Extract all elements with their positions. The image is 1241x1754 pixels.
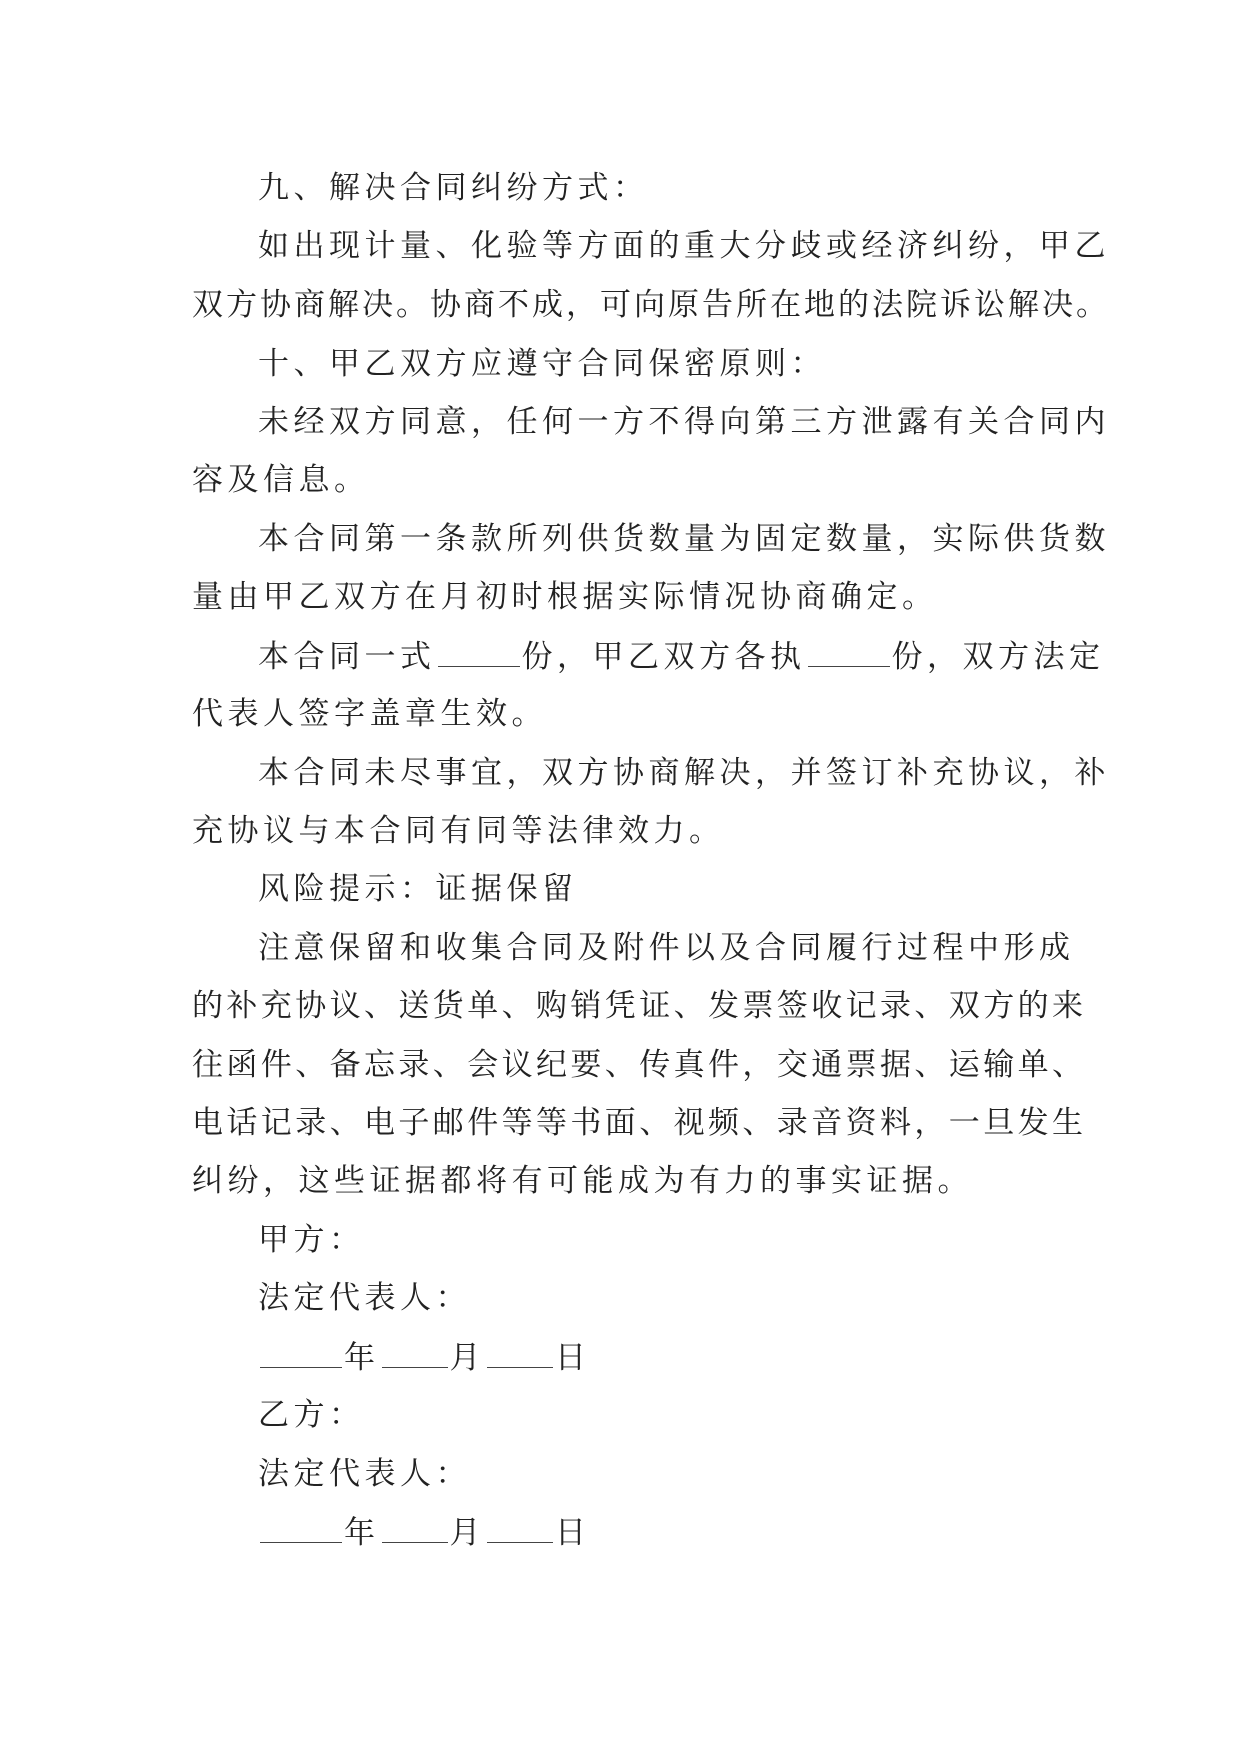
supply-clause-line1: 本合同第一条款所列供货数量为固定数量，实际供货数 [258, 521, 1110, 557]
party-a-rep-label: 法定代表人： [258, 1280, 471, 1316]
copies-clause-part1: 本合同一式 [258, 639, 436, 675]
copies-total-blank [438, 636, 520, 667]
party-a-year-label: 年 [344, 1340, 380, 1376]
section10-body-line2: 容及信息。 [192, 462, 370, 498]
copies-clause-line1 [258, 636, 1105, 677]
party-a-year-blank [260, 1337, 342, 1368]
risk-notice-heading: 风险提示：证据保留 [258, 871, 578, 907]
party-b-day-label: 日 [555, 1515, 591, 1551]
risk-notice-line1: 注意保留和收集合同及附件以及合同履行过程中形成 [258, 930, 1075, 966]
party-a-day-label: 日 [555, 1340, 591, 1376]
party-b-day-blank [487, 1512, 553, 1543]
copies-clause-line2: 代表人签字盖章生效。 [192, 696, 547, 732]
party-b-month-blank [382, 1512, 448, 1543]
risk-notice-line2: 的补充协议、送货单、购销凭证、发票签收记录、双方的来 [192, 988, 1087, 1024]
party-a-label: 甲方： [258, 1222, 365, 1258]
copies-each-blank [808, 636, 890, 667]
party-b-label: 乙方： [258, 1397, 365, 1433]
party-a-month-blank [382, 1337, 448, 1368]
risk-notice-line5: 纠纷，这些证据都将有可能成为有力的事实证据。 [192, 1163, 973, 1199]
party-a-date [258, 1337, 591, 1378]
party-a-month-label: 月 [449, 1340, 485, 1376]
party-b-month-label: 月 [449, 1515, 485, 1551]
copies-clause-part3: 份，双方法定 [891, 639, 1105, 675]
supplement-clause-line1: 本合同未尽事宜，双方协商解决，并签订补充协议，补 [258, 755, 1110, 791]
party-b-rep-label: 法定代表人： [258, 1456, 471, 1492]
copies-clause-part2: 份，甲乙双方各执 [521, 639, 806, 675]
supplement-clause-line2: 充协议与本合同有同等法律效力。 [192, 813, 725, 849]
supply-clause-line2: 量由甲乙双方在月初时根据实际情况协商确定。 [192, 579, 938, 615]
party-b-date [258, 1512, 591, 1553]
section10-heading: 十、甲乙双方应遵守合同保密原则： [258, 346, 826, 382]
section10-body-line1: 未经双方同意，任何一方不得向第三方泄露有关合同内 [258, 404, 1110, 440]
section9-body-line1: 如出现计量、化验等方面的重大分歧或经济纠纷，甲乙 [258, 228, 1110, 264]
party-b-year-blank [260, 1512, 342, 1543]
section9-body-line2: 双方协商解决。协商不成，可向原告所在地的法院诉讼解决。 [192, 287, 1110, 323]
section9-heading: 九、解决合同纠纷方式： [258, 170, 649, 206]
party-a-day-blank [487, 1337, 553, 1368]
risk-notice-line4: 电话记录、电子邮件等等书面、视频、录音资料，一旦发生 [192, 1105, 1087, 1141]
party-b-year-label: 年 [344, 1515, 380, 1551]
risk-notice-line3: 往函件、备忘录、会议纪要、传真件，交通票据、运输单、 [192, 1047, 1087, 1083]
